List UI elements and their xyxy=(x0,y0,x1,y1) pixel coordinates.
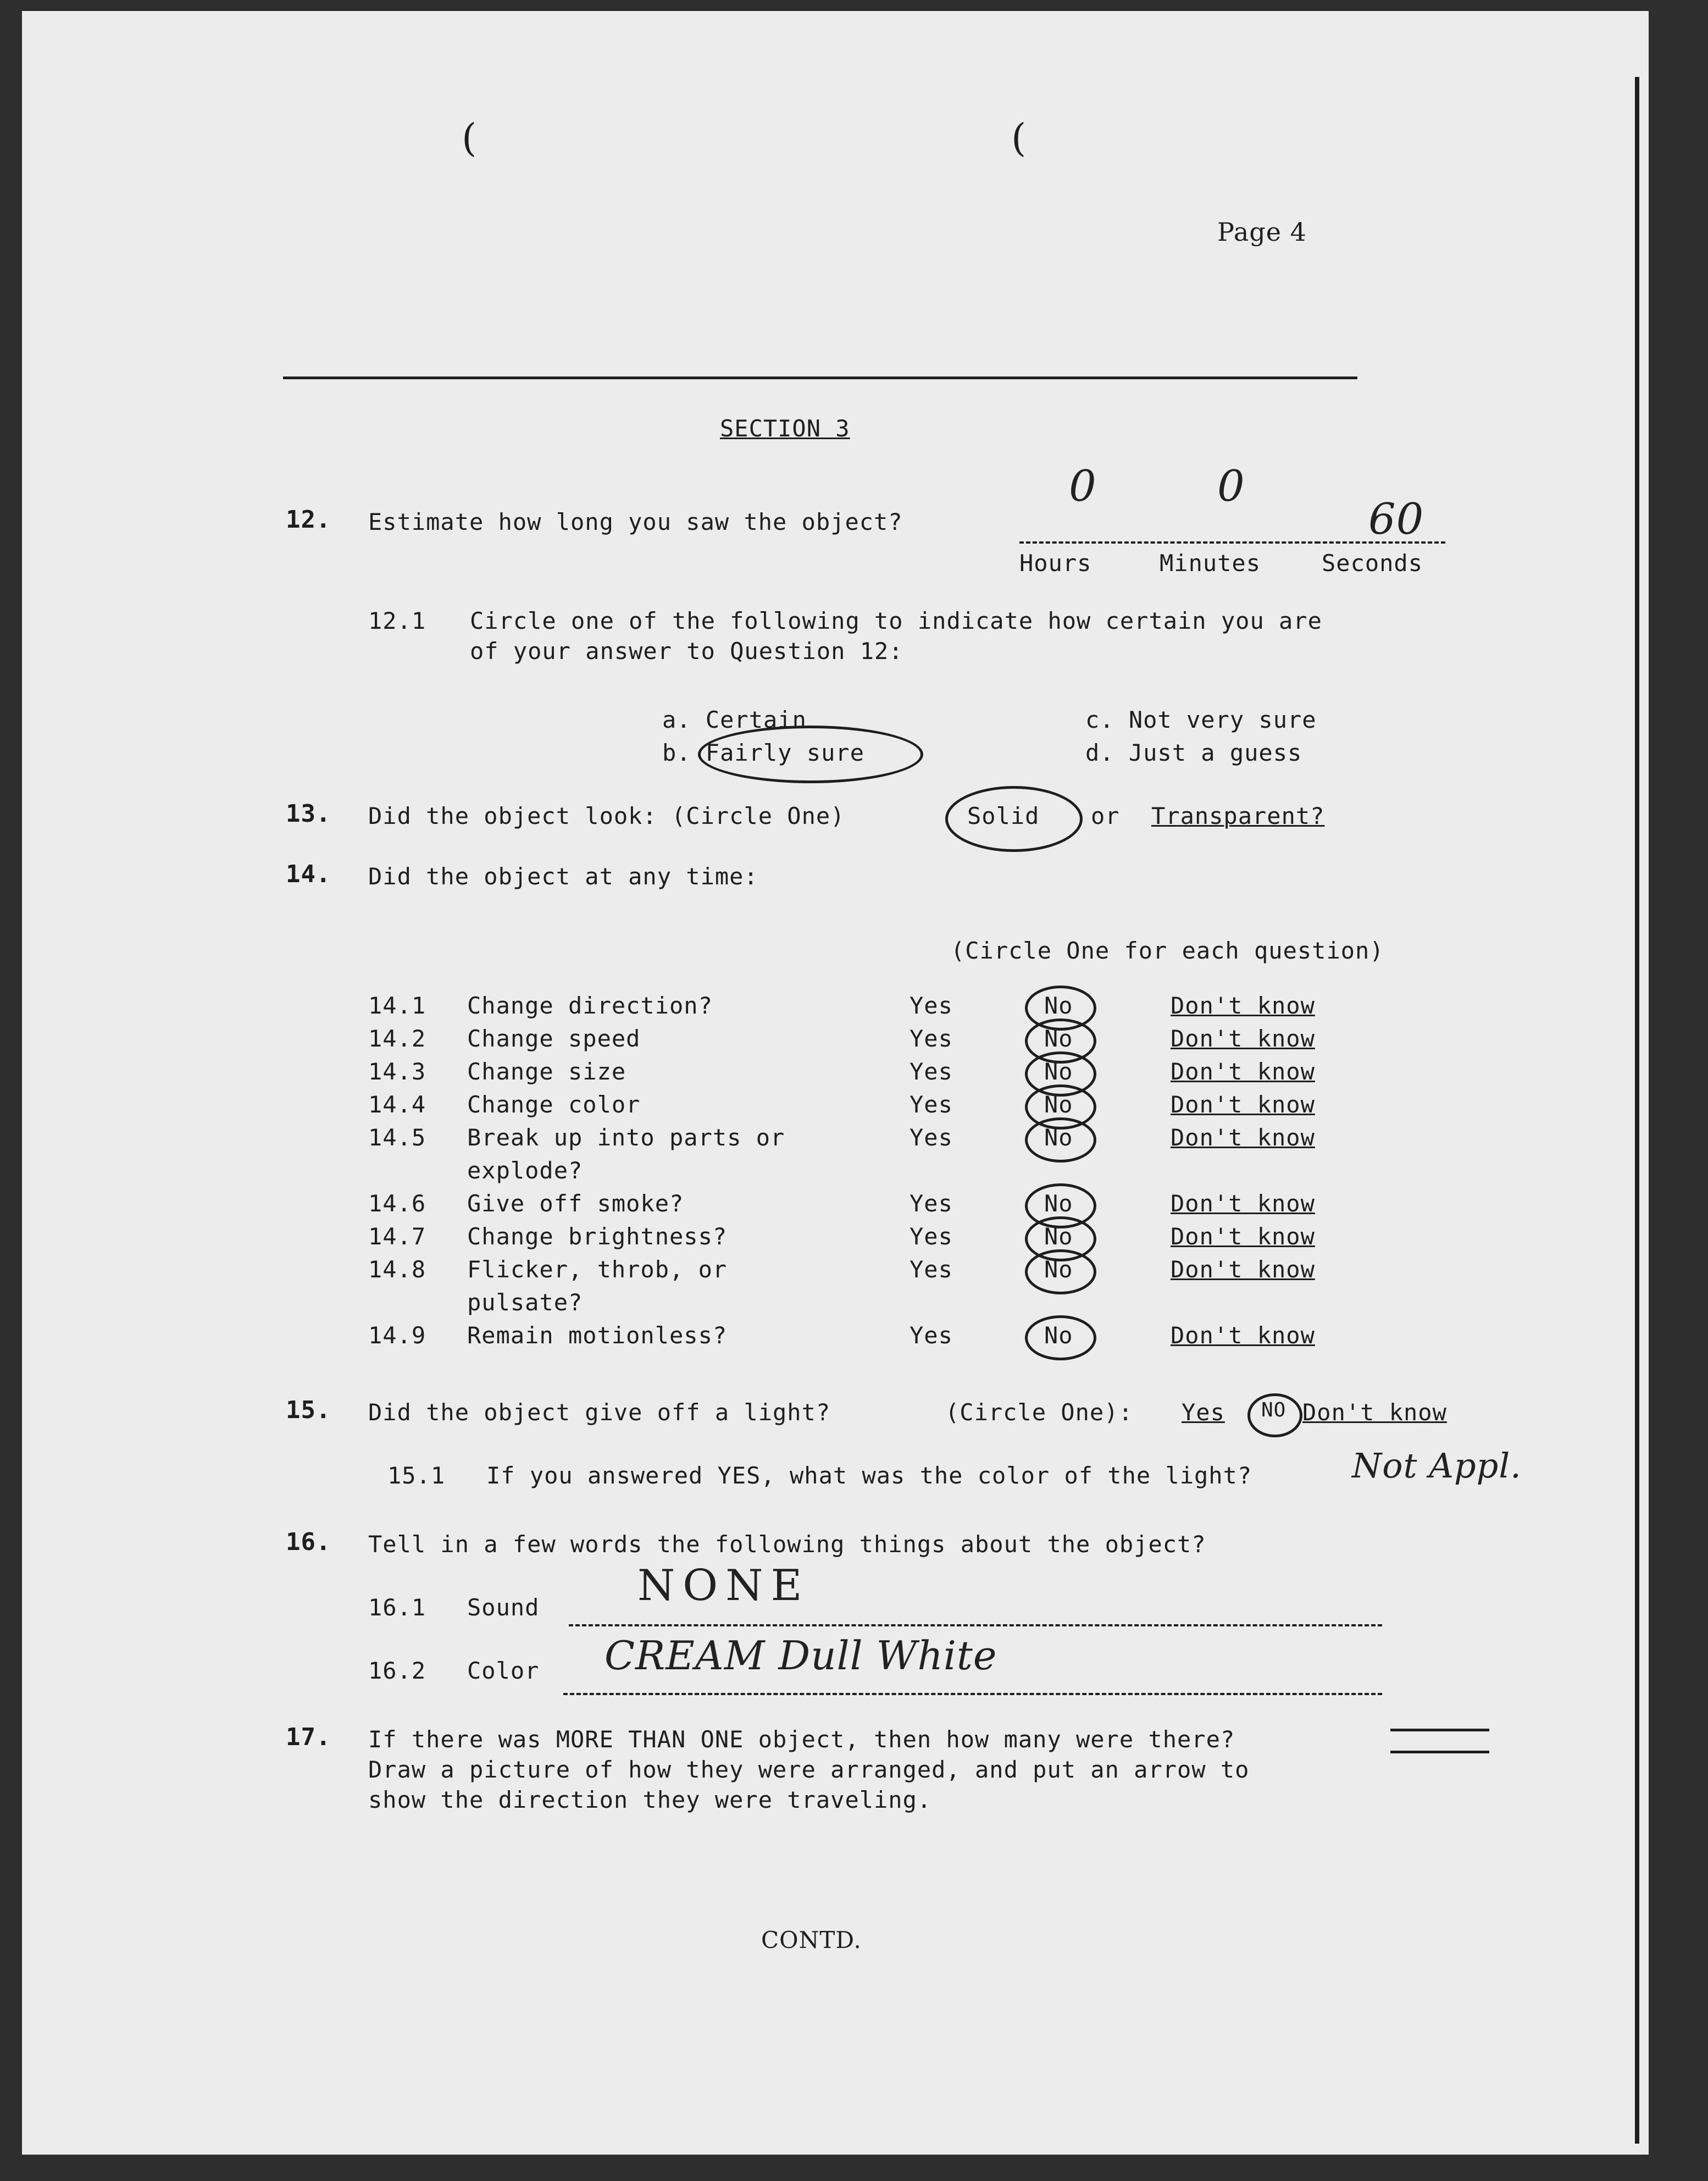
q16-1-label: Sound xyxy=(467,1594,540,1621)
q12-hours-minutes-line xyxy=(1019,541,1319,544)
q14-item-no: No xyxy=(1044,1058,1073,1085)
q14-item-circle-mark xyxy=(1025,1249,1096,1294)
q15-text: Did the object give off a light? xyxy=(368,1399,831,1426)
q15-dont-know: Don't know xyxy=(1302,1399,1447,1426)
q14-item-dont-know: Don't know xyxy=(1171,1091,1315,1118)
q14-item-text: Change speed xyxy=(467,1025,641,1052)
q14-item-text: Change color xyxy=(467,1091,641,1118)
q14-item-yes: Yes xyxy=(910,1025,953,1052)
q17-line3: show the direction they were traveling. xyxy=(368,1786,932,1813)
q14-item-dont-know: Don't know xyxy=(1171,1223,1315,1250)
q12-seconds-line xyxy=(1316,541,1445,544)
q16-1-answer: NONE xyxy=(637,1561,810,1610)
q14-item-number: 14.3 xyxy=(368,1058,426,1085)
page-label: Page 4 xyxy=(1217,217,1307,247)
q12-1-line1: Circle one of the following to indicate how certain you are xyxy=(470,607,1322,634)
q13-transparent: Transparent? xyxy=(1151,802,1325,829)
q14-item-text-cont: pulsate? xyxy=(467,1289,583,1316)
q14-item-number: 14.7 xyxy=(368,1223,426,1250)
q14-item-number: 14.2 xyxy=(368,1025,426,1052)
q12-1-option-b: b. Fairly sure xyxy=(662,739,865,766)
q14-item-yes: Yes xyxy=(910,1223,953,1250)
q14-item-no: No xyxy=(1044,1124,1073,1151)
q12-1-number: 12.1 xyxy=(368,607,426,634)
q13-text: Did the object look: (Circle One) xyxy=(368,802,845,829)
q14-item-yes: Yes xyxy=(910,992,953,1019)
q14-item-no: No xyxy=(1044,1256,1073,1283)
q14-item-dont-know: Don't know xyxy=(1171,992,1315,1019)
q14-item-yes: Yes xyxy=(910,1256,953,1283)
q16-2-answer: CREAM Dull White xyxy=(605,1632,997,1679)
q14-item-yes: Yes xyxy=(910,1190,953,1217)
q12-minutes-value: 0 xyxy=(1217,462,1245,511)
q17-count-blank-2 xyxy=(1390,1751,1489,1753)
q14-item-number: 14.4 xyxy=(368,1091,426,1118)
q16-number: 16. xyxy=(286,1528,331,1556)
q12-1-option-a: a. Certain xyxy=(662,706,807,733)
q16-text: Tell in a few words the following things about the object? xyxy=(368,1531,1206,1558)
q14-item-text: Give off smoke? xyxy=(467,1190,684,1217)
q14-instruction: (Circle One for each question) xyxy=(951,937,1384,964)
q12-1-option-d: d. Just a guess xyxy=(1085,739,1302,766)
q15-yes: Yes xyxy=(1182,1399,1225,1426)
q16-1-number: 16.1 xyxy=(368,1594,426,1621)
bracket-mark-right: ( xyxy=(1011,115,1027,160)
q16-2-label: Color xyxy=(467,1657,540,1684)
q14-item-dont-know: Don't know xyxy=(1171,1256,1315,1283)
top-rule xyxy=(283,377,1357,379)
q14-item-no: No xyxy=(1044,1190,1073,1217)
q14-item-text: Break up into parts or xyxy=(467,1124,785,1151)
q14-number: 14. xyxy=(286,860,331,888)
q15-circle-one: (Circle One): xyxy=(945,1399,1133,1426)
q14-item-number: 14.5 xyxy=(368,1124,426,1151)
q14-item-text: Change direction? xyxy=(467,992,713,1019)
q12-minutes-label: Minutes xyxy=(1160,550,1261,577)
q15-1-answer: Not Appl. xyxy=(1352,1446,1522,1486)
q14-item-text: Change size xyxy=(467,1058,626,1085)
q15-circle-mark xyxy=(1247,1393,1302,1437)
q12-hours-label: Hours xyxy=(1019,550,1092,577)
q13-or: or xyxy=(1091,802,1120,829)
q14-item-no: No xyxy=(1044,1091,1073,1118)
q14-item-yes: Yes xyxy=(910,1058,953,1085)
q14-item-no: No xyxy=(1044,1322,1073,1349)
q14-item-yes: Yes xyxy=(910,1124,953,1151)
q15-number: 15. xyxy=(286,1396,331,1424)
bracket-mark-left: ( xyxy=(462,115,477,160)
q12-1-line2: of your answer to Question 12: xyxy=(470,638,903,665)
q17-line1: If there was MORE THAN ONE object, then how many were there? xyxy=(368,1726,1235,1753)
q14-item-dont-know: Don't know xyxy=(1171,1058,1315,1085)
q15-1-text: If you answered YES, what was the color of the light? xyxy=(486,1462,1252,1489)
q15-no: NO xyxy=(1261,1399,1286,1421)
q12-number: 12. xyxy=(286,506,331,534)
q16-2-answer-line xyxy=(563,1693,1382,1695)
q14-item-no: No xyxy=(1044,1223,1073,1250)
continued-label: CONTD. xyxy=(761,1927,862,1953)
q14-item-number: 14.1 xyxy=(368,992,426,1019)
q14-item-number: 14.6 xyxy=(368,1190,426,1217)
q14-item-text: Flicker, throb, or xyxy=(467,1256,728,1283)
q14-item-dont-know: Don't know xyxy=(1171,1124,1315,1151)
q17-count-blank-1 xyxy=(1390,1729,1489,1731)
q12-1-option-c: c. Not very sure xyxy=(1085,706,1317,733)
q14-item-circle-mark xyxy=(1025,1315,1096,1360)
q16-2-number: 16.2 xyxy=(368,1657,426,1684)
q14-item-yes: Yes xyxy=(910,1091,953,1118)
q12-text: Estimate how long you saw the object? xyxy=(368,508,903,535)
q14-text: Did the object at any time: xyxy=(368,863,758,890)
q14-item-no: No xyxy=(1044,992,1073,1019)
q14-item-number: 14.8 xyxy=(368,1256,426,1283)
section-title: SECTION 3 xyxy=(720,415,850,442)
q14-item-text-cont: explode? xyxy=(467,1157,583,1184)
q13-circle-mark xyxy=(945,786,1083,852)
q17-number: 17. xyxy=(286,1723,331,1751)
q12-1-circle-mark xyxy=(698,726,923,783)
q14-item-dont-know: Don't know xyxy=(1171,1025,1315,1052)
q14-item-text: Remain motionless? xyxy=(467,1322,728,1349)
q14-item-dont-know: Don't know xyxy=(1171,1190,1315,1217)
q14-item-dont-know: Don't know xyxy=(1171,1322,1315,1349)
q14-item-circle-mark xyxy=(1025,1117,1096,1163)
q14-item-yes: Yes xyxy=(910,1322,953,1349)
q12-seconds-label: Seconds xyxy=(1322,550,1423,577)
q15-1-number: 15.1 xyxy=(387,1462,446,1489)
page-edge-rule xyxy=(1635,77,1639,2144)
q13-solid: Solid xyxy=(967,802,1040,829)
q14-item-text: Change brightness? xyxy=(467,1223,728,1250)
q12-seconds-value: 60 xyxy=(1368,495,1424,544)
q14-item-number: 14.9 xyxy=(368,1322,426,1349)
q13-number: 13. xyxy=(286,800,331,828)
q12-hours-value: 0 xyxy=(1069,462,1097,511)
form-page xyxy=(22,11,1649,2155)
q16-1-answer-line xyxy=(569,1624,1382,1626)
q17-line2: Draw a picture of how they were arranged, and put an arrow to xyxy=(368,1756,1250,1783)
q14-item-no: No xyxy=(1044,1025,1073,1052)
